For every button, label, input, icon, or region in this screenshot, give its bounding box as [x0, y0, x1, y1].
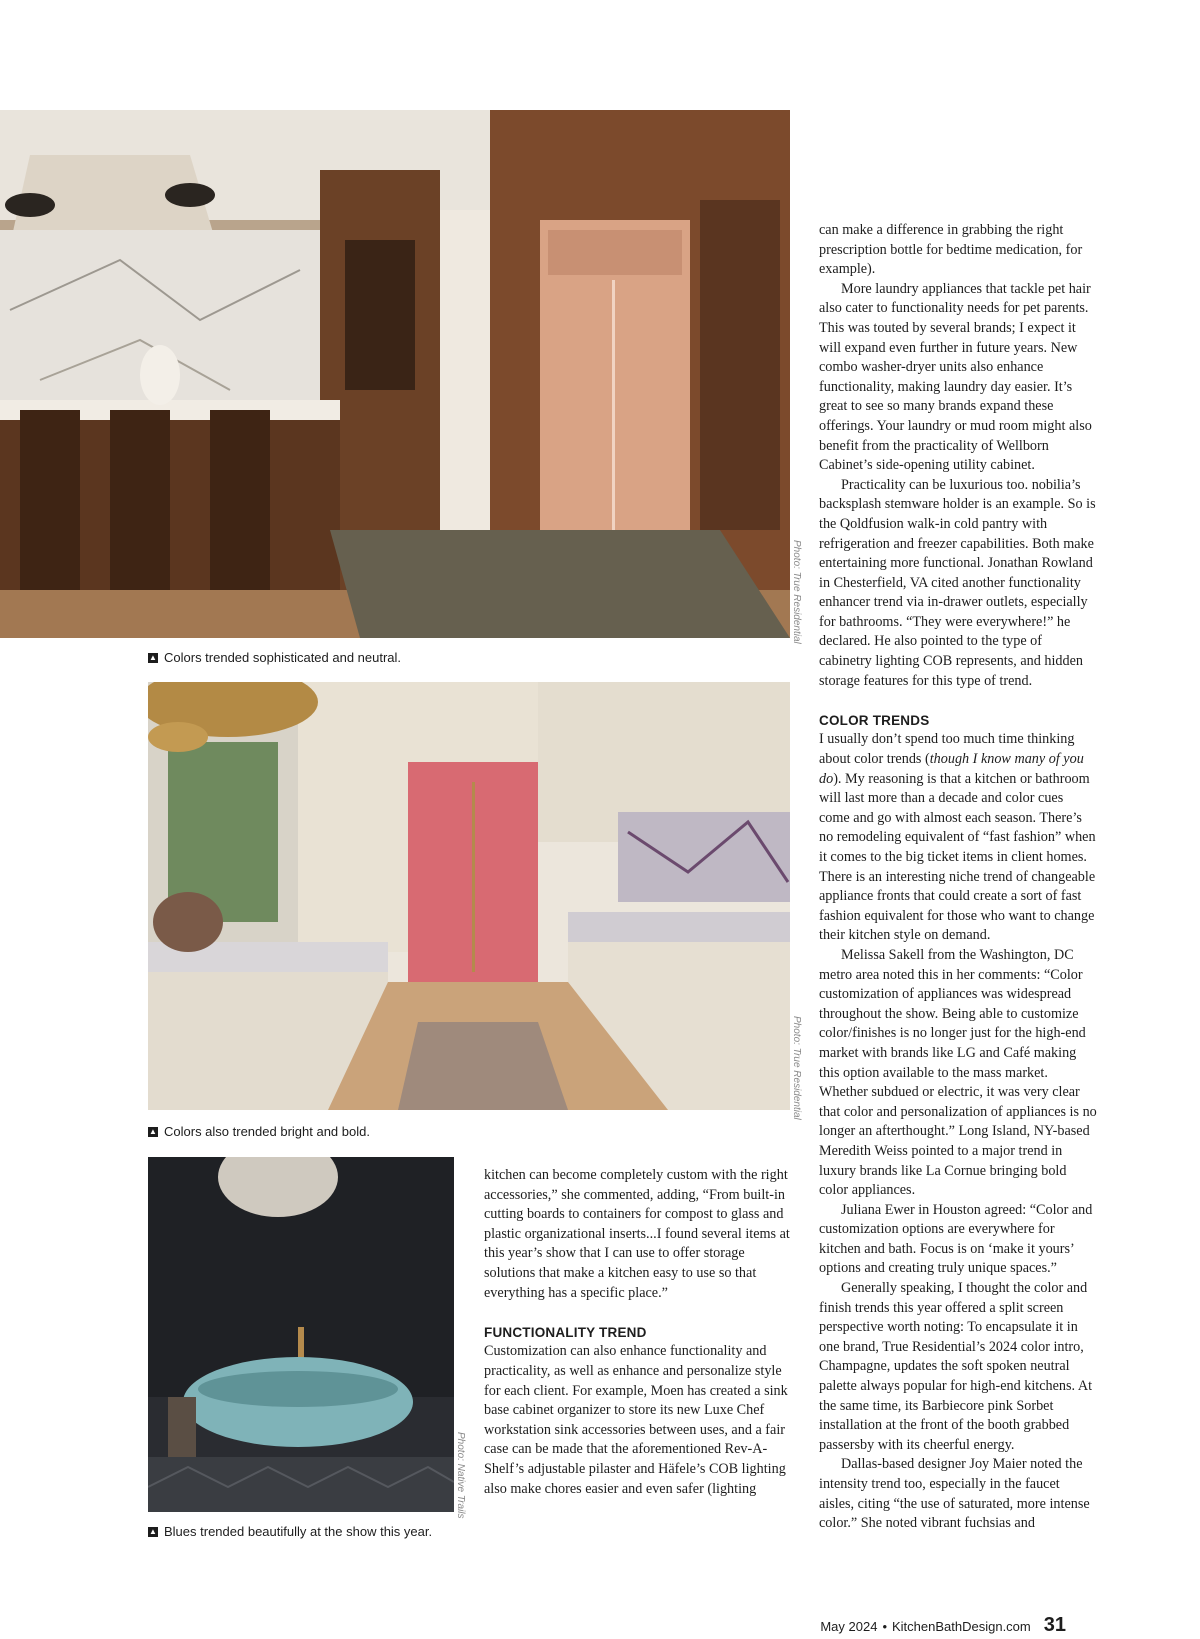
body-paragraph: Practicality can be luxurious too. nobilia’s backsplash stemware holder is an example. So is the Qoldfusion walk-in cold pantry with refrigeration and freezer capabilities. Both make entertaining more functional. Jonathan Rowland in Chesterfield, VA cited another functionality enhancer trend via in-drawer outlets, especially for bathrooms. “They were everywhere!” he declared. He also pointed to the type of cabinetry lighting COB represents, and hidden storage features for this type of trend. [819, 476, 1096, 689]
section-heading: FUNCTIONALITY TREND [484, 1324, 647, 1340]
website: KitchenBathDesign.com [892, 1619, 1031, 1634]
footer-separator: • [882, 1619, 887, 1634]
photo-credit: Photo: True Residential [791, 540, 802, 644]
caption-text: Blues trended beautifully at the show this year. [164, 1524, 433, 1539]
photo-credit: Photo: True Residential [791, 1016, 802, 1120]
body-paragraph: Dallas-based designer Joy Maier noted the intensity trend too, especially in the faucet aisles, citing “the use of saturated, more intense color.” She noted vibrant fuchsias and [819, 1456, 1090, 1532]
kitchen-wood-photo [0, 110, 790, 638]
issue-date: May 2024 [820, 1619, 878, 1634]
arrow-up-icon: ▲ [149, 1126, 157, 1136]
body-paragraph: Generally speaking, I thought the color and finish trends this year offered a split screen perspective worth noting: To encapsulate it in one brand, True Residential’s 2024 color intro, Champagne, updates the soft spoken neutral palette always popular for high-end kitchens. At the same time, its Barbiecore pink Sorbet installation at the front of the booth grabbed passersby with its cheerful energy. [819, 1280, 1093, 1453]
body-paragraph [819, 730, 1097, 946]
arrow-up-icon: ▲ [149, 652, 157, 662]
arrow-up-icon: ▲ [149, 1526, 157, 1536]
right-text-column [819, 221, 1097, 1534]
page-footer [820, 1614, 1066, 1637]
body-paragraph: Juliana Ewer in Houston agreed: “Color and customization options are everywhere for kitchen and bath. Focus is on ‘make it yours’ options and creating truly unique spaces.” [819, 1201, 1093, 1277]
photo-caption [148, 1524, 432, 1539]
photo-caption [148, 650, 401, 665]
italic-text: though I know many of you do [819, 751, 1084, 787]
body-paragraph: can make a difference in grabbing the right prescription bottle for bedtime medication, for example). [819, 222, 1083, 278]
body-paragraph: kitchen can become completely custom with the right accessories,” she commented, adding, “From built-in cutting boards to containers for compost to glass and plastic organizational inserts...I found several items at this year’s show that I can use to offer storage solutions that make a kitchen easy to use so that everything has a specific place.” [484, 1167, 790, 1301]
body-paragraph: More laundry appliances that tackle pet hair also cater to functionality needs for pet parents. This was touted by several brands; I expect it will expand even further in future years. New combo washer-dryer units also enhance functionality, making laundry day easier. It’s great to see so many brands expand these offerings. Your laundry or mud room might also benefit from the practicality of Wellborn Cabinet’s side-opening utility cabinet. [819, 280, 1092, 474]
text-run: I usually don’t spend too much time thinking about color trends ( [819, 731, 1075, 768]
photo-caption [148, 1124, 370, 1139]
caption-text: Colors also trended bright and bold. [164, 1124, 370, 1139]
kitchen-pink-photo [148, 682, 790, 1110]
section-heading: COLOR TRENDS [819, 712, 930, 728]
page-number: 31 [1043, 1614, 1066, 1636]
bath-blue-photo [148, 1157, 454, 1512]
body-paragraph: Customization can also enhance functionality and practicality, as well as enhance and personalize style for each client. For example, Moen has created a sink base cabinet organizer to store its new Luxe Chef workstation sink accessories between uses, and a fair case can be made that the aforementioned Rev-A-Shelf’s adjustable pilaster and Häfele’s COB lighting also make chores easier and even safer (lighting [484, 1343, 788, 1497]
caption-text: Colors trended sophisticated and neutral. [164, 650, 402, 665]
text-run: ). My reasoning is that a kitchen or bathroom will last more than a decade and color cues come and go with almost each season. There’s no remodeling equivalent of “fast fashion” when it comes to the big ticket items in client homes. There is an interesting niche trend of changeable appliance fronts that could create a sort of fast fashion equivalent for those who want to change their kitchen style on demand. [819, 770, 1096, 944]
photo-credit: Photo: Native Trails [455, 1432, 466, 1519]
middle-text-column [484, 1166, 790, 1499]
body-paragraph: Melissa Sakell from the Washington, DC metro area noted this in her comments: “Color customization of appliances was widespread throughout the show. Being able to customize color/finishes is no longer just for the high-end market with brands like LG and Café making this option available to the mass market. Whether subdued or electric, it was very clear that color and personalization of appliances is no longer an afterthought.” Long Island, NY-based Meredith Weiss pointed to a major trend in luxury brands like La Cornue bringing bold color appliances. [819, 946, 1097, 1199]
